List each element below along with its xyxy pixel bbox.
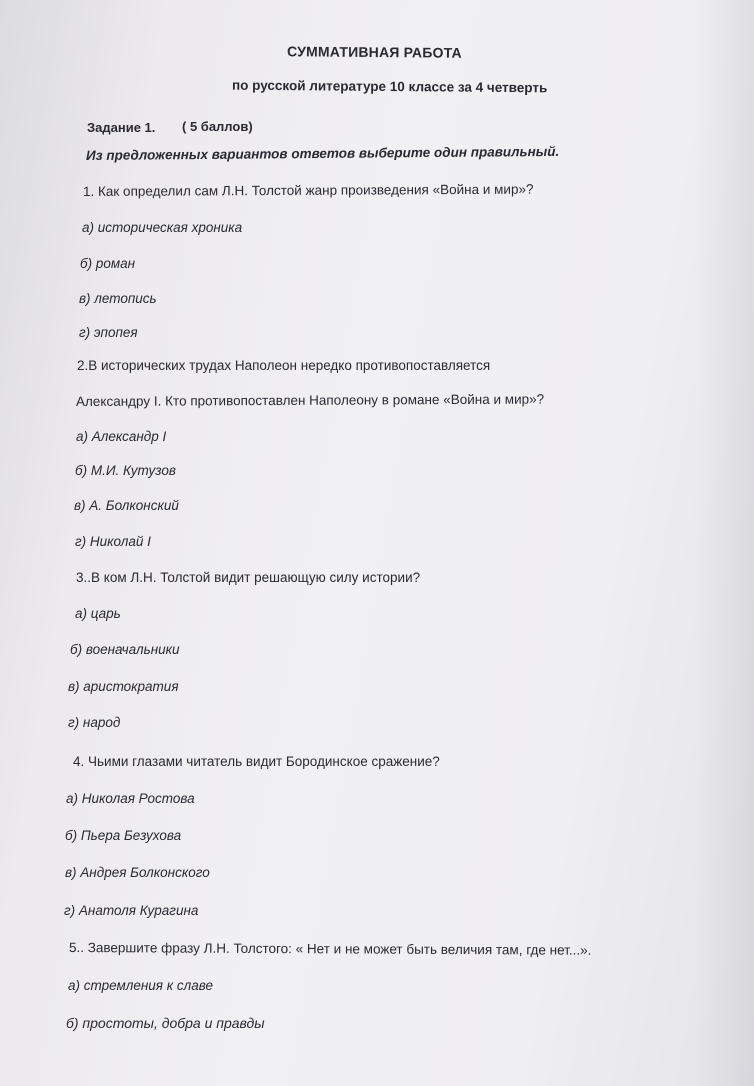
question-2-option-a: а) Александр I <box>76 429 167 444</box>
question-1-option-c: в) летопись <box>79 291 157 306</box>
question-1-option-d: г) эпопея <box>79 325 138 340</box>
question-5-option-a: а) стремления к славе <box>68 978 213 993</box>
document-title: СУММАТИВНАЯ РАБОТА <box>286 43 462 61</box>
question-3-text: 3..В ком Л.Н. Толстой видит решающую силу истории? <box>76 570 421 585</box>
question-4-option-d: г) Анатоля Курагина <box>64 903 199 918</box>
task-instruction: Из предложенных вариантов ответов выберите один правильный. <box>85 143 560 163</box>
question-2-option-c: в) А. Болконский <box>74 498 179 513</box>
document-subtitle: по русской литературе 10 классе за 4 четверть <box>231 77 548 96</box>
task-label: Задание 1. <box>87 120 156 135</box>
question-3-option-a: а) царь <box>75 606 121 621</box>
question-4-option-b: б) Пьера Безухова <box>65 828 182 843</box>
paper-edge-shadow <box>694 0 754 1086</box>
question-4-option-c: в) Андрея Болконского <box>65 865 210 880</box>
question-4-option-a: а) Николая Ростова <box>66 791 195 806</box>
question-3-option-d: г) народ <box>68 715 121 730</box>
question-2-text-line2: Александру I. Кто противопоставлен Наполеону в романе «Война и мир»? <box>75 391 545 409</box>
task-points: ( 5 баллов) <box>182 119 253 134</box>
question-1-option-b: б) роман <box>80 256 136 271</box>
question-3-option-b: б) военачальники <box>70 642 180 657</box>
question-5-text: 5.. Завершите фразу Л.Н. Толстого: « Нет и не может быть величия там, где нет...». <box>68 940 592 958</box>
question-5-option-b: б) простоты, добра и правды <box>66 1015 265 1031</box>
question-4-text: 4. Чьими глазами читатель видит Бородинское сражение? <box>73 754 440 769</box>
question-2-option-d: г) Николай I <box>75 534 151 549</box>
question-1-option-a: а) историческая хроника <box>82 220 243 235</box>
question-2-option-b: б) М.И. Кутузов <box>75 463 176 478</box>
question-3-option-c: в) аристократия <box>68 679 179 694</box>
question-1-text: 1. Как определил сам Л.Н. Толстой жанр произведения «Война и мир»? <box>82 181 534 199</box>
question-2-text-line1: 2.В исторических трудах Наполеон нередко противопоставляется <box>77 358 491 373</box>
